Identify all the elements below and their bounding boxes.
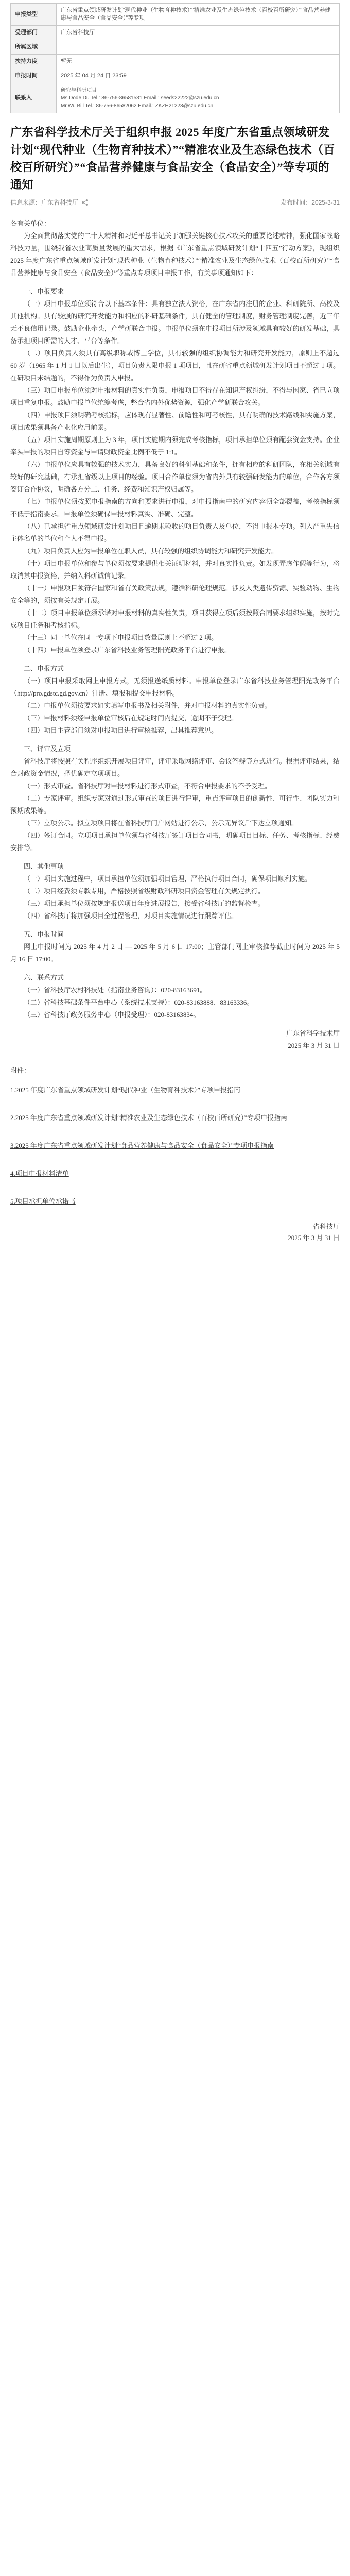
publish-date: 发布时间：2025-3-31	[281, 199, 340, 206]
source-label: 信息来源：广东省科技厅	[10, 199, 79, 206]
meta-row	[11, 69, 340, 83]
body-paragraph: 各有关单位：	[10, 219, 51, 227]
project-meta-table	[10, 3, 340, 113]
article-body	[10, 217, 340, 1052]
body-paragraph: 2025 年 3 月 31 日	[288, 1042, 340, 1049]
body-paragraph: （十三）同一单位在同一专项下申报项目数量原则上不超过 2 项。	[24, 634, 218, 641]
meta-row	[11, 40, 340, 55]
contact-line2: Ms.Dode Du Tel.: 86-756-86581531 Email.: seeds22222@szu.edu.cn	[61, 95, 219, 101]
body-paragraph: （三）申报材料须经申报单位审核后在规定时间内提交，逾期不予受理。	[24, 714, 238, 722]
meta-value	[57, 83, 340, 113]
body-paragraph: 省科技厅将按照有关程序组织开展项目评审，评审采取网络评审、会议答辩等方式进行。根据评审结果，结合财政资金情况，择优确定立项项目。	[10, 757, 340, 777]
body-paragraph: （三）立项公示。拟立项项目将在省科技厅门户网站进行公示，公示无异议后下达立项通知。	[24, 819, 299, 827]
body-paragraph: （十二）项目申报单位须承诺对申报材料的真实性负责，项目获得立项后须按照合同要求组织实施，按时完成项目任务和考核指标。	[10, 609, 340, 629]
body-paragraph: （三）省科技厅政务服务中心（申报受理）：020-83163834。	[24, 1011, 200, 1019]
attachment-link[interactable]: 5.项目承担单位承诺书	[10, 1197, 76, 1205]
contact-line3: Mr.Wu Bill Tel.: 86-756-86582062 Email.: ZKZH21223@szu.edu.cn	[61, 103, 214, 109]
body-paragraph: （八）已承担省重点领域研发计划项目且逾期未验收的项目负责人及单位，不得申报本专项。列入严重失信主体名单的单位和个人不得申报。	[10, 522, 340, 543]
footer-org: 省科技厅	[312, 1223, 340, 1230]
body-paragraph: （三）项目申报单位须对申报材料的真实性负责，申报项目不得存在知识产权纠纷，不得与国家、省已立项项目重复申报。鼓励申报单位统筹考虑，整合省内外优势资源，强化产学研联合攻关。	[10, 386, 340, 406]
body-paragraph: 广东省科学技术厅	[286, 1029, 340, 1037]
article-title: 广东省科学技术厅关于组织申报 2025 年度广东省重点领域研发计划“现代种业（生物育种技术）”“精准农业及生态绿色技术（百校百所研究）”“食品营养健康与食品安全（食品安全）”等专项的通知	[10, 126, 336, 191]
attachments-label: 附件：	[10, 1066, 31, 1074]
body-paragraph: 六、联系方式	[24, 974, 64, 981]
body-paragraph: （九）项目负责人应为申报单位在职人员，具有较强的组织协调能力和研究开发能力。	[24, 547, 278, 555]
meta-row	[11, 55, 340, 69]
body-paragraph: （六）申报单位应具有较强的技术实力，具备良好的科研基础和条件，拥有相应的科研团队，在相关领域有较好的研究基础，有承担省级以上项目的经验。项目合作单位须为省内外具有较强研发能力的单位，合作各方须签订合作协议，明确各方分工、任务、经费和知识产权归属等。	[10, 461, 340, 493]
meta-key: 受理部门	[11, 26, 57, 40]
meta-key: 申报时间	[11, 69, 57, 83]
meta-key: 申报类型	[11, 4, 57, 26]
footer-date: 2025 年 3 月 31 日	[288, 1234, 340, 1242]
meta-value: 广东省重点领域研发计划“现代种业（生物育种技术）”“精准农业及生态绿色技术（百校百所研究）”“食品营养健康与食品安全（食品安全）”等专项	[57, 4, 340, 26]
body-paragraph: （四）项目主管部门须对申报项目进行审核推荐，出具推荐意见。	[24, 726, 218, 734]
body-paragraph: （一）省科技厅农村科技处（指南业务咨询）：020-83163691。	[24, 986, 207, 994]
footer	[10, 1221, 340, 1244]
body-paragraph: 五、申报时间	[24, 930, 64, 938]
body-paragraph: （十）项目申报单位和参与单位须按要求提供相关证明材料，并对真实性负责。如发现弄虚作假等行为，将取消其申报资格，并纳入科研诚信记录。	[10, 560, 340, 580]
body-paragraph: （二）省科技基础条件平台中心（系统技术支持）：020-83163888、83163336。	[24, 998, 254, 1006]
body-paragraph: （二）专家评审。组织专家对通过形式审查的项目进行评审，重点评审项目的创新性、可行性、团队实力和预期成果等。	[10, 794, 340, 815]
meta-value: 暂无	[57, 55, 340, 69]
attachment-link[interactable]: 1.2025 年度广东省重点领域研发计划“现代种业（生物育种技术）”专项申报指南	[10, 1086, 241, 1094]
meta-value: 广东省科技厅	[57, 26, 340, 40]
body-paragraph: 网上申报时间为 2025 年 4 月 2 日 — 2025 年 5 月 6 日 17:00；主管部门网上审核推荐截止时间为 2025 年 5 月 16 日 17:00。	[10, 943, 340, 963]
body-paragraph: （二）项目经费须专款专用，严格按照省级财政科研项目资金管理有关规定执行。	[24, 887, 265, 895]
body-paragraph: 一、申报要求	[24, 287, 64, 295]
body-paragraph: （一）形式审查。省科技厅对申报材料进行形式审查，不符合申报要求的不予受理。	[24, 782, 272, 790]
share-icon[interactable]	[81, 199, 89, 206]
attachment-link[interactable]: 3.2025 年度广东省重点领域研发计划“食品营养健康与食品安全（食品安全）”专项申报指南	[10, 1142, 274, 1149]
body-paragraph: （四）签订合同。立项项目承担单位须与省科技厅签订项目合同书，明确项目目标、任务、考核指标、经费安排等。	[10, 832, 340, 852]
body-paragraph: （十四）申报单位须登录广东省科技业务管理阳光政务平台进行申报。	[24, 646, 232, 654]
meta-key: 所属区域	[11, 40, 57, 55]
body-paragraph: （一）项目实施过程中，项目承担单位须加强项目管理，严格执行项目合同，确保项目顺利实施。	[24, 875, 312, 883]
article-title-block	[10, 124, 340, 194]
body-paragraph: （四）省科技厅将加强项目全过程管理，对项目实施情况进行跟踪评估。	[24, 912, 238, 920]
body-paragraph: （二）项目负责人须具有高级职称或博士学位，具有较强的组织协调能力和研究开发能力，原则上不超过 60 岁（1965 年 1 月 1 日以后出生），项目负责人限申报 1 项项目，且在研省重点领域研发计划项目不超过 1 项。在研项目未结题的，不得作为负责人申报。	[10, 349, 340, 382]
attachments	[10, 1064, 340, 1208]
body-paragraph: （四）申报项目须明确考核指标，应体现有显著性、前瞻性和可考核性，具有明确的技术路线和实施方案，项目成果须具备产业化应用前景。	[10, 411, 340, 431]
page	[0, 3, 350, 2576]
meta-value	[57, 40, 340, 55]
body-paragraph: （七）申报单位须按照申报指南的方向和要求进行申报，对申报指南中的研究内容须全部覆盖，考核指标须不低于指南要求。申报单位须确保申报材料真实、准确、完整。	[10, 498, 340, 518]
meta-value: 2025 年 04 月 24 日 23:59	[57, 69, 340, 83]
body-paragraph: 二、申报方式	[24, 665, 64, 672]
body-paragraph: 四、其他事项	[24, 862, 64, 870]
body-paragraph: （一）项目申报采取网上申报方式，无须报送纸质材料。申报单位登录广东省科技业务管理阳光政务平台（http://pro.gdstc.gd.gov.cn）注册、填报和提交申报材料。	[10, 677, 340, 697]
body-paragraph: 为全面贯彻落实党的二十大精神和习近平总书记关于加强关键核心技术攻关的重要论述精神，强化国家战略科技力量，围绕我省农业高质量发展的重大需求，根据《广东省重点领域研发计划“十四五”行动方案》，现组织 2025 年度广东省重点领域研发计划“现代种业（生物育种技术）”“精准农业及生态绿色技术（百校百所研究）”“食品营养健康与食品安全（食品安全）”等重点专项项目申报工作，有关事项通知如下：	[10, 232, 340, 277]
attachment-link[interactable]: 2.2025 年度广东省重点领域研发计划“精准农业及生态绿色技术（百校百所研究）”专项申报指南	[10, 1114, 288, 1122]
body-paragraph: （二）申报单位须按要求如实填写申报书及相关附件，并对申报材料的真实性负责。	[24, 702, 272, 709]
attachment-link[interactable]: 4.项目申报材料清单	[10, 1170, 69, 1177]
meta-key: 联系人	[11, 83, 57, 113]
meta-row	[11, 83, 340, 113]
body-paragraph: （一）项目申报单位须符合以下基本条件：具有独立法人资格，在广东省内注册的企业、科研院所、高校及其他机构。具有较强的研究开发能力和相应的科研基础条件，具有健全的管理制度，财务管理制度完善，近三年无不良信用记录。鼓励企业牵头，产学研联合申报。申报单位须在申报项目所涉及领域具有较好的研发基础，具备承担项目所需的人才、平台等条件。	[10, 300, 340, 345]
body-paragraph: 三、评审及立项	[24, 745, 71, 753]
meta-key: 扶持力度	[11, 55, 57, 69]
contact-line1: 研究与科研项目	[61, 88, 97, 93]
body-paragraph: （三）项目承担单位须按规定报送项目年度进展报告，接受省科技厅的监督检查。	[24, 900, 265, 907]
body-paragraph: （五）项目实施周期原则上为 3 年，项目实施期内须完成考核指标，项目承担单位须有配套资金支持。企业牵头申报的项目自筹资金与申请财政资金比例不低于 1:1。	[10, 436, 340, 456]
source-line	[10, 198, 340, 207]
meta-row	[11, 26, 340, 40]
meta-row	[11, 4, 340, 26]
body-paragraph: （十一）申报项目须符合国家和省有关政策法规，遵循科研伦理规范。涉及人类遗传资源、实验动物、生物安全等的，须按有关规定开展。	[10, 584, 340, 604]
